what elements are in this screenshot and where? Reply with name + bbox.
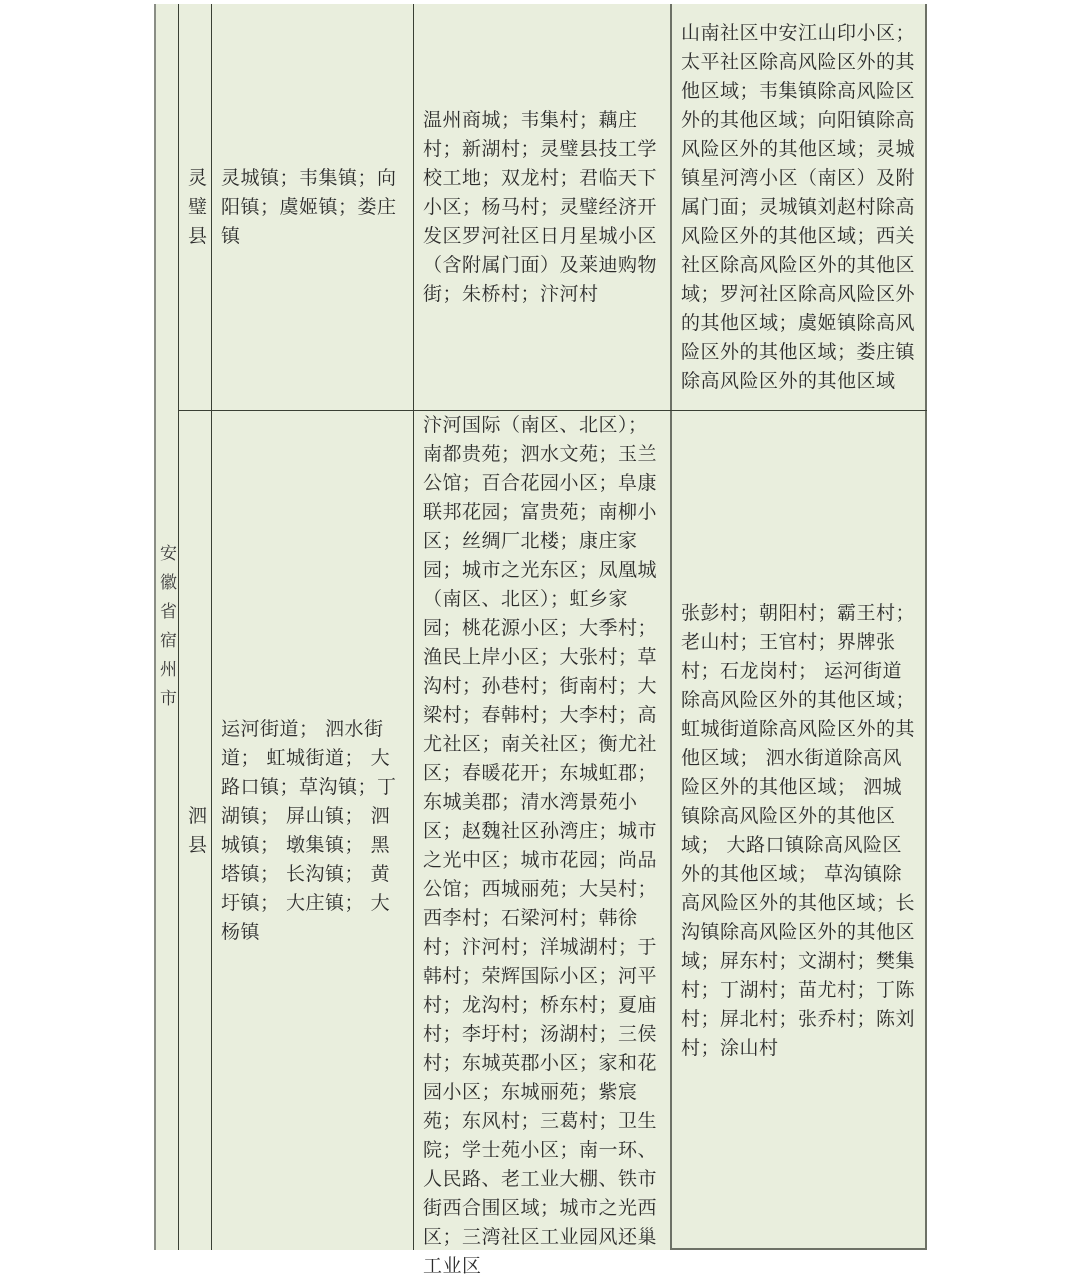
towns-text: 灵城镇；韦集镇；向阳镇；虞姬镇；娄庄镇	[221, 166, 397, 247]
county-cell	[188, 4, 210, 410]
towns-cell	[221, 411, 407, 1250]
risk-area-table	[154, 4, 926, 1277]
low-risk-cell	[681, 411, 921, 1250]
medium-risk-cell	[423, 411, 665, 1277]
col-divider-2	[211, 4, 212, 1250]
table-left-border	[154, 4, 156, 1250]
medium-risk-text: 温州商城；韦集村；藕庄村；新湖村；灵璧县技工学校工地；双龙村；君临天下小区；杨马村；灵璧经济开发区罗河社区日月星城小区（含附属门面）及莱迪购物街；朱桥村；汴河村	[423, 108, 658, 305]
towns-text: 运河街道； 泗水街道； 虹城街道； 大路口镇；草沟镇；丁湖镇； 屏山镇； 泗城镇； 墩集镇； 黑塔镇； 长沟镇； 黄圩镇； 大庄镇； 大杨镇	[221, 717, 397, 943]
county-name: 泗县	[188, 804, 208, 856]
low-risk-cell	[681, 4, 921, 410]
low-risk-text: 山南社区中安江山印小区；太平社区除高风险区外的其他区域；韦集镇除高风险区外的其他区域；向阳镇除高风险区外的其他区域；灵城镇星河湾小区（南区）及附属门面；灵城镇刘赵村除高风险区外的其他区域；西关社区除高风险区外的其他区域；罗河社区除高风险区外的其他区域；虞姬镇除高风险区外的其他区域；娄庄镇除高风险区外的其他区域	[681, 21, 916, 392]
county-cell	[188, 411, 210, 1250]
city-label: 安徽省宿州市	[160, 544, 178, 709]
medium-risk-cell	[423, 4, 665, 410]
col-divider-3	[413, 4, 414, 1250]
table-right-border	[925, 4, 927, 1250]
col-divider-4	[670, 4, 672, 1250]
medium-risk-text: 汴河国际（南区、北区）；南都贵苑；泗水文苑；玉兰公馆；百合花园小区；阜康联邦花园；富贵苑；南柳小区；丝绸厂北楼；康庄家园；城市之光东区；凤凰城（南区、北区）；虹乡家园；桃花源小区；大季村；渔民上岸小区；大张村；草沟村；孙巷村；街南村；大梁村；春韩村；大李村；高尤社区；南关社区；衡尤社区；春暖花开；东城虹郡；东城美郡；清水湾景苑小区；赵魏社区孙湾庄；城市之光中区；城市花园；尚品公馆；西城丽苑；大吴村；西李村；石梁河村；韩徐村；汴河村；洋城湖村；于韩村；荣辉国际小区；河平村；龙沟村；桥东村；夏庙村；李圩村；汤湖村；三侯村；东城英郡小区；家和花园小区；东城丽苑；紫宸苑；东风村；三葛村；卫生院；学士苑小区；南一环、人民路、老工业大棚、铁市街西合围区域；城市之光西区；三湾社区工业园风还巢工业区	[423, 414, 658, 1277]
county-name: 灵璧县	[188, 166, 208, 247]
towns-cell	[221, 4, 407, 410]
col-divider-1	[178, 4, 179, 1250]
low-risk-text: 张彭村；朝阳村；霸王村；老山村；王官村；界牌张村；石龙岗村； 运河街道除高风险区外的其他区域； 虹城街道除高风险区外的其他区域； 泗水街道除高风险区外的其他区域； 泗城镇除高风险区外的其他区域； 大路口镇除高风险区外的其他区域； 草沟镇除高风险区外的其他区域；长沟镇除高风险区外的其他区域；屏东村；文湖村；樊集村；丁湖村；苗尤村；丁陈村；屏北村；张乔村；陈刘村；涂山村	[681, 601, 916, 1059]
